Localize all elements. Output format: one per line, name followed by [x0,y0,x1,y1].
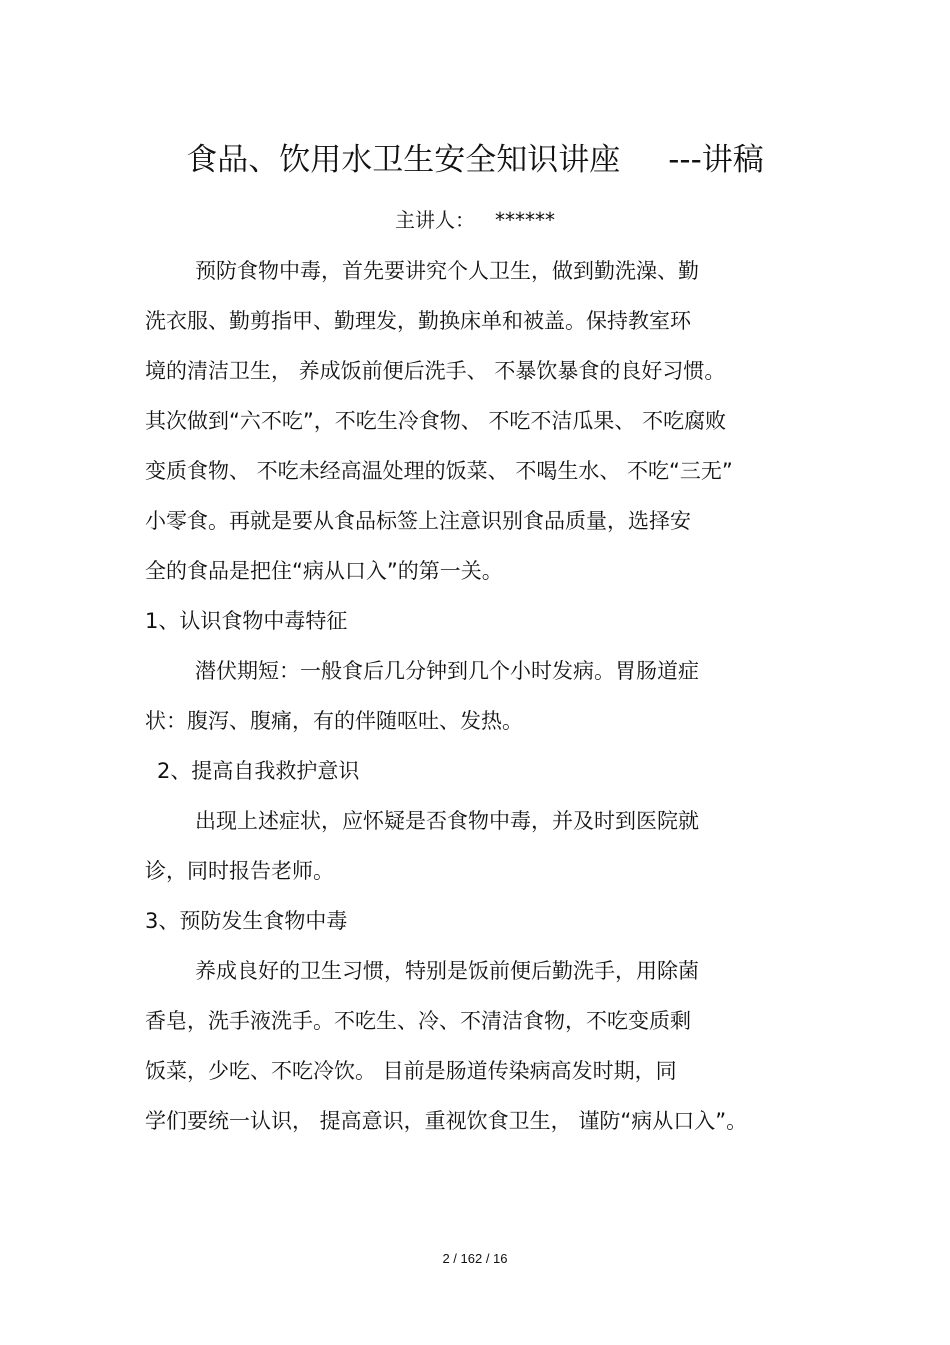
text-line: 香皂，洗手液洗手。不吃生、冷、不清洁食物，不吃变质剩 [145,1009,691,1033]
text-line: 出现上述症状，应怀疑是否食物中毒，并及时到医院就 [195,809,699,833]
page-indicator: 2 / 162 / 16 [442,1251,508,1266]
text-line: 饭菜，少吃、不吃冷饮。 目前是肠道传染病高发时期，同 [145,1059,677,1083]
section-heading: 3、预防发生食物中毒 [145,909,348,933]
text-line: 洗衣服、勤剪指甲、勤理发，勤换床单和被盖。保持教室环 [145,309,691,333]
document-title [0,140,950,180]
text-line: 预防食物中毒，首先要讲究个人卫生，做到勤洗澡、勤 [195,259,699,283]
text-line: 潜伏期短：一般食后几分钟到几个小时发病。胃肠道症 [195,659,699,683]
title-suffix: ---讲稿 [668,142,764,178]
section-heading: 2、提高自我救护意识 [157,759,360,783]
text-line: 全的食品是把住“病从口入”的第一关。 [145,559,503,583]
text-line: 小零食。再就是要从食品标签上注意识别食品质量，选择安 [145,509,691,533]
text-line: 变质食物、 不吃未经高温处理的饭菜、 不喝生水、 不吃“三无” [145,459,733,483]
speaker-label: 主讲人： [395,208,475,232]
section-heading: 1、认识食物中毒特征 [145,609,348,633]
text-line: 学们要统一认识， 提高意识，重视饮食卫生， 谨防“病从口入”。 [145,1109,748,1133]
text-line: 养成良好的卫生习惯，特别是饭前便后勤洗手，用除菌 [195,959,699,983]
title-main: 食品、饮用水卫生安全知识讲座 [186,142,621,178]
speaker-name: ****** [495,208,555,232]
text-line: 境的清洁卫生， 养成饭前便后洗手、 不暴饮暴食的良好习惯。 [145,359,726,383]
speaker-line [0,206,950,234]
text-line: 其次做到“六不吃”，不吃生冷食物、 不吃不洁瓜果、 不吃腐败 [145,409,727,433]
text-line: 诊，同时报告老师。 [145,859,334,883]
text-line: 状：腹泻、腹痛，有的伴随呕吐、发热。 [145,709,523,733]
